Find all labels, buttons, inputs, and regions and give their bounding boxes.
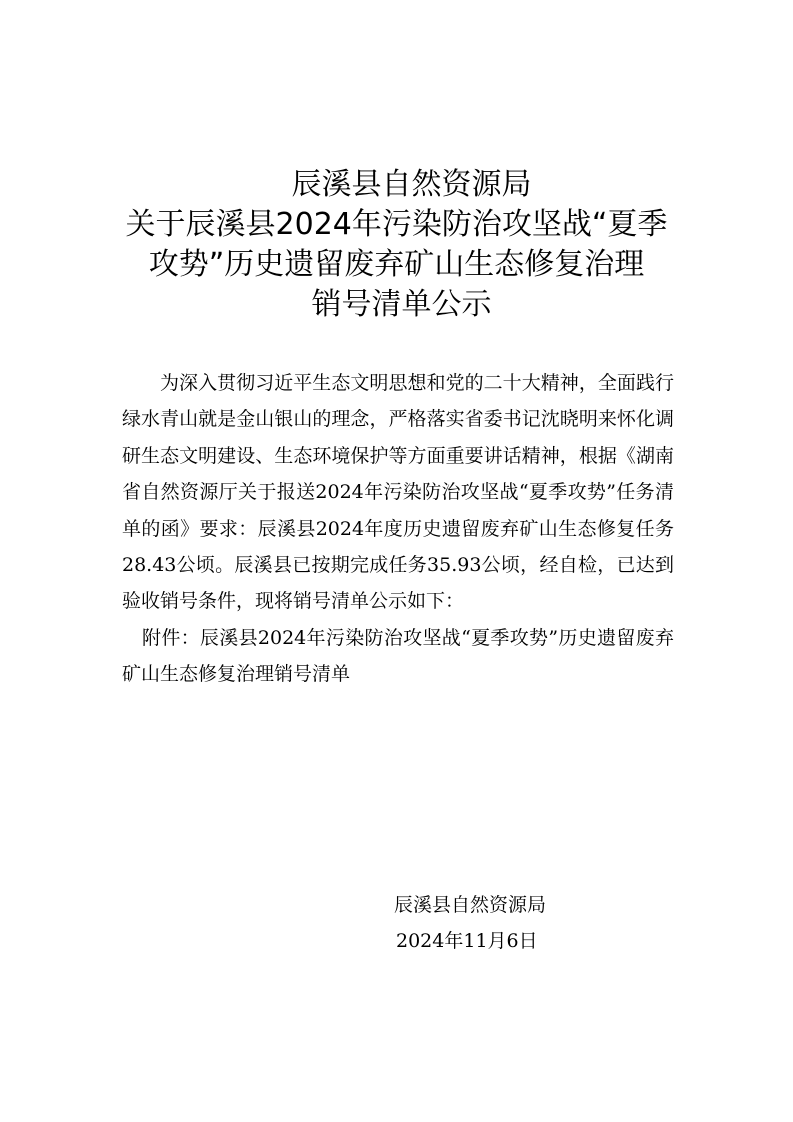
title-line-4: 销号清单公示 (311, 287, 492, 322)
title-line-1: 辰溪县自然资源局 (291, 167, 532, 202)
title-line-2: 关于辰溪县2024年污染防治攻坚战“夏季 (125, 207, 668, 242)
document-title (0, 165, 793, 325)
signature-org: 辰溪县自然资源局 (394, 894, 547, 916)
body-paragraph: 为深入贯彻习近平生态文明思想和党的二十大精神，全面践行绿水青山就是金山银山的理念，严格落实省委书记沈晓明来怀化调研生态文明建设、生态环境保护等方面重要讲话精神，根据《湖南省自然资源厅关于报送2024年污染防治攻坚战“夏季攻势”任务清单的函》要求：辰溪县2024年度历史遗留废弃矿山生态修复任务28.43公顷。辰溪县已按期完成任务35.93公顷，经自检，已达到验收销号条件，现将销号清单公示如下： (122, 372, 674, 613)
document-body (122, 365, 674, 693)
signature-block (394, 887, 546, 959)
title-line-3: 攻势”历史遗留废弃矿山生态修复治理 (148, 247, 645, 282)
attachment-note: 附件：辰溪县2024年污染防治攻坚战“夏季攻势”历史遗留废弃矿山生态修复治理销号清单 (122, 626, 674, 686)
signature-date: 2024年11月6日 (396, 930, 538, 952)
